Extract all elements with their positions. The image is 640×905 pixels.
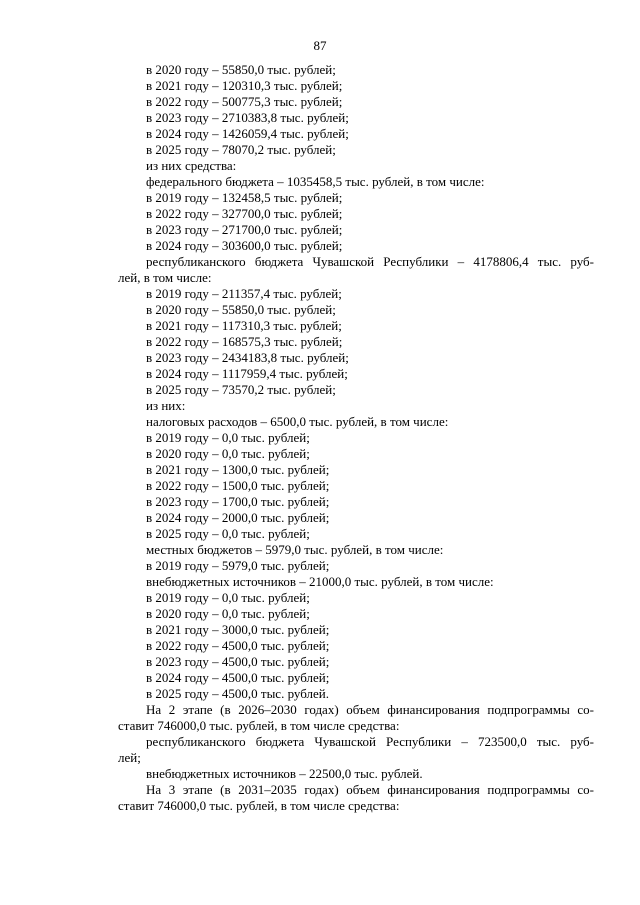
text-line: в 2023 году – 1700,0 тыс. рублей; bbox=[146, 494, 330, 509]
text-line: местных бюджетов – 5979,0 тыс. рублей, в том числе: bbox=[146, 542, 444, 557]
text-line: в 2025 году – 73570,2 тыс. рублей; bbox=[146, 382, 336, 397]
text-line: лей; bbox=[118, 750, 141, 765]
text-line: в 2019 году – 132458,5 тыс. рублей; bbox=[146, 190, 343, 205]
text-line: налоговых расходов – 6500,0 тыс. рублей, в том числе: bbox=[146, 414, 449, 429]
text-line: в 2019 году – 0,0 тыс. рублей; bbox=[146, 430, 310, 445]
text-line: в 2023 году – 4500,0 тыс. рублей; bbox=[146, 654, 330, 669]
text-line: в 2022 году – 168575,3 тыс. рублей; bbox=[146, 334, 343, 349]
text-line: в 2024 году – 2000,0 тыс. рублей; bbox=[146, 510, 330, 525]
text-line: в 2021 году – 120310,3 тыс. рублей; bbox=[146, 78, 343, 93]
text-line: в 2023 году – 2710383,8 тыс. рублей; bbox=[146, 110, 349, 125]
text-line: в 2021 году – 117310,3 тыс. рублей; bbox=[146, 318, 342, 333]
text-line: ставит 746000,0 тыс. рублей, в том числе средства: bbox=[118, 798, 400, 813]
text-line: в 2023 году – 271700,0 тыс. рублей; bbox=[146, 222, 343, 237]
text-line: в 2022 году – 327700,0 тыс. рублей; bbox=[146, 206, 343, 221]
text-line: республиканского бюджета Чувашской Республики – 4178806,4 тыс. руб- bbox=[146, 254, 594, 269]
text-line: внебюджетных источников – 22500,0 тыс. рублей. bbox=[146, 766, 423, 781]
text-line: в 2020 году – 0,0 тыс. рублей; bbox=[146, 606, 310, 621]
text-line: в 2020 году – 55850,0 тыс. рублей; bbox=[146, 302, 336, 317]
text-line: федерального бюджета – 1035458,5 тыс. рублей, в том числе: bbox=[146, 174, 485, 189]
text-line: в 2019 году – 5979,0 тыс. рублей; bbox=[146, 558, 330, 573]
text-line: в 2024 году – 303600,0 тыс. рублей; bbox=[146, 238, 343, 253]
text-line: республиканского бюджета Чувашской Республики – 723500,0 тыс. руб- bbox=[146, 734, 594, 749]
text-line: в 2020 году – 0,0 тыс. рублей; bbox=[146, 446, 310, 461]
text-line: в 2025 году – 78070,2 тыс. рублей; bbox=[146, 142, 336, 157]
text-line: в 2019 году – 0,0 тыс. рублей; bbox=[146, 590, 310, 605]
text-line: в 2023 году – 2434183,8 тыс. рублей; bbox=[146, 350, 349, 365]
text-line: в 2024 году – 1426059,4 тыс. рублей; bbox=[146, 126, 349, 141]
document-body bbox=[118, 62, 594, 814]
text-line: в 2025 году – 4500,0 тыс. рублей. bbox=[146, 686, 329, 701]
text-line: в 2022 году – 500775,3 тыс. рублей; bbox=[146, 94, 343, 109]
text-line: На 2 этапе (в 2026–2030 годах) объем финансирования подпрограммы со- bbox=[146, 702, 594, 717]
text-line: в 2024 году – 4500,0 тыс. рублей; bbox=[146, 670, 330, 685]
page-number: 87 bbox=[313, 38, 327, 53]
text-line: из них: bbox=[146, 398, 186, 413]
text-line: в 2024 году – 1117959,4 тыс. рублей; bbox=[146, 366, 348, 381]
text-line: в 2021 году – 3000,0 тыс. рублей; bbox=[146, 622, 330, 637]
text-line: в 2019 году – 211357,4 тыс. рублей; bbox=[146, 286, 342, 301]
text-line: в 2020 году – 55850,0 тыс. рублей; bbox=[146, 62, 336, 77]
text-line: в 2022 году – 4500,0 тыс. рублей; bbox=[146, 638, 330, 653]
text-line: в 2022 году – 1500,0 тыс. рублей; bbox=[146, 478, 330, 493]
text-line: в 2021 году – 1300,0 тыс. рублей; bbox=[146, 462, 330, 477]
text-line: внебюджетных источников – 21000,0 тыс. рублей, в том числе: bbox=[146, 574, 494, 589]
text-line: из них средства: bbox=[146, 158, 237, 173]
text-line: На 3 этапе (в 2031–2035 годах) объем финансирования подпрограммы со- bbox=[146, 782, 594, 797]
text-line: лей, в том числе: bbox=[118, 270, 212, 285]
text-line: в 2025 году – 0,0 тыс. рублей; bbox=[146, 526, 310, 541]
text-line: ставит 746000,0 тыс. рублей, в том числе средства: bbox=[118, 718, 400, 733]
